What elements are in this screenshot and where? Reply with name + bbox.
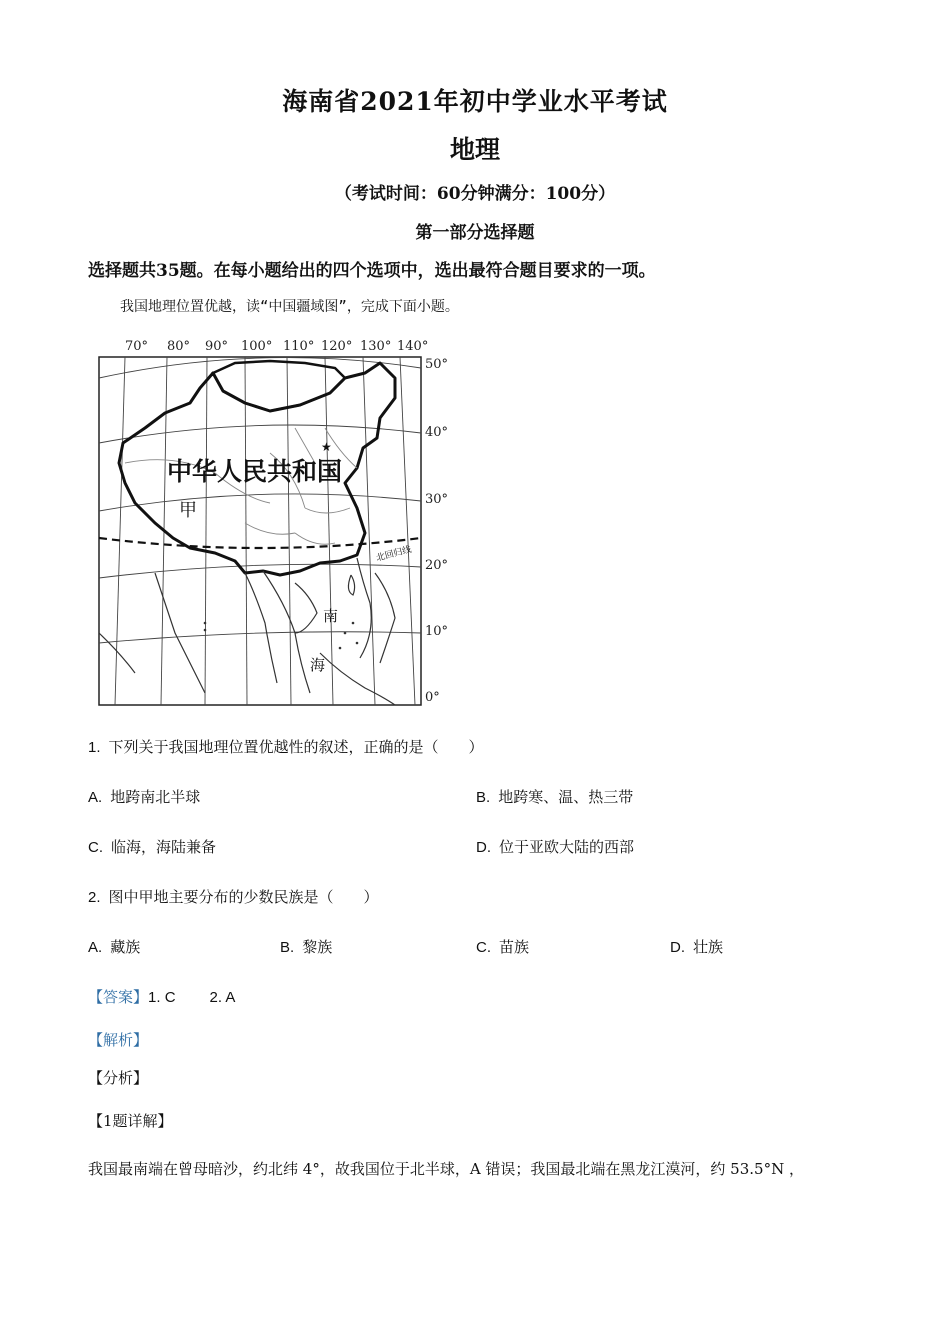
option-letter: C.	[88, 839, 103, 856]
exam-title: 海南省2021年初中学业水平考试	[282, 87, 668, 116]
detail-text: 我国最南端在曾母暗沙，约北纬 4°，故我国位于北半球，A 错误；我国最北端在黑龙江漠河，约 53.5°N ，	[88, 1160, 804, 1178]
map-lon-tick: 130°	[360, 339, 392, 354]
map-sea-label-2: 海	[310, 656, 326, 674]
option-text: 地跨南北半球	[110, 788, 201, 806]
china-territory-map	[95, 333, 455, 713]
question-intro: 我国地理位置优越，读“中国疆域图”，完成下面小题。	[120, 299, 459, 315]
option-letter: D.	[670, 939, 685, 956]
question-1	[88, 736, 484, 757]
map-lat-tick: 40°	[425, 425, 449, 440]
map-lat-tick: 30°	[425, 492, 449, 507]
answer-line	[88, 986, 235, 1007]
option	[88, 786, 200, 807]
map-lon-tick: 110°	[283, 339, 315, 354]
option	[476, 836, 634, 857]
option-text: 位于亚欧大陆的西部	[499, 838, 635, 856]
question-stem: 下列关于我国地理位置优越性的叙述，正确的是（ ）	[108, 738, 484, 756]
option-text: 苗族	[499, 938, 530, 956]
map-lon-tick: 100°	[241, 339, 273, 354]
option-letter: B.	[280, 939, 295, 956]
map-country-label: 中华人民共和国	[167, 457, 343, 486]
answer-2: 2. A	[209, 989, 236, 1006]
option	[88, 836, 216, 857]
option	[88, 936, 140, 957]
map-lat-tick: 20°	[425, 558, 449, 573]
capital-star-icon: ★	[321, 440, 332, 454]
option-text: 黎族	[302, 938, 333, 956]
option-letter: C.	[476, 939, 491, 956]
option	[670, 936, 723, 957]
analysis-tag: 【解析】	[88, 1031, 149, 1049]
map-lon-tick: 90°	[205, 339, 229, 354]
option-letter: B.	[476, 789, 491, 806]
map-lon-tick: 70°	[125, 339, 149, 354]
option-text: 地跨寒、温、热三带	[498, 788, 634, 806]
answer-tag: 【答案】	[88, 988, 149, 1006]
question-2	[88, 886, 379, 907]
option	[476, 936, 529, 957]
instructions: 选择题共35题。在每小题给出的四个选项中，选出最符合题目要求的一项。	[88, 261, 656, 281]
tropic-label: 北回归线	[375, 544, 413, 564]
question-stem: 图中甲地主要分布的少数民族是（ ）	[108, 888, 379, 906]
option-text: 壮族	[693, 938, 724, 956]
map-sea-label-1: 南	[323, 607, 339, 625]
option-letter: A.	[88, 939, 103, 956]
map-lon-tick: 120°	[321, 339, 353, 354]
option-letter: A.	[88, 789, 103, 806]
exam-time-note: （考试时间：60分钟满分：100分）	[334, 184, 616, 204]
question-number: 2.	[88, 889, 101, 906]
map-region-jia-label: 甲	[179, 500, 197, 521]
answer-1: 1. C	[148, 989, 176, 1006]
option	[280, 936, 332, 957]
map-lon-tick: 80°	[167, 339, 191, 354]
map-lat-tick: 0°	[425, 690, 440, 705]
subject-title: 地理	[449, 135, 500, 164]
option-letter: D.	[476, 839, 491, 856]
option	[476, 786, 633, 807]
question-number: 1.	[88, 739, 101, 756]
option-text: 藏族	[110, 938, 141, 956]
map-lat-tick: 10°	[425, 624, 449, 639]
part-heading: 第一部分选择题	[415, 223, 535, 243]
map-lon-tick: 140°	[397, 339, 429, 354]
detail-heading: 【1题详解】	[88, 1112, 173, 1130]
map-lat-tick: 50°	[425, 357, 449, 372]
fenxi-heading: 【分析】	[88, 1069, 149, 1087]
option-text: 临海，海陆兼备	[111, 838, 217, 856]
